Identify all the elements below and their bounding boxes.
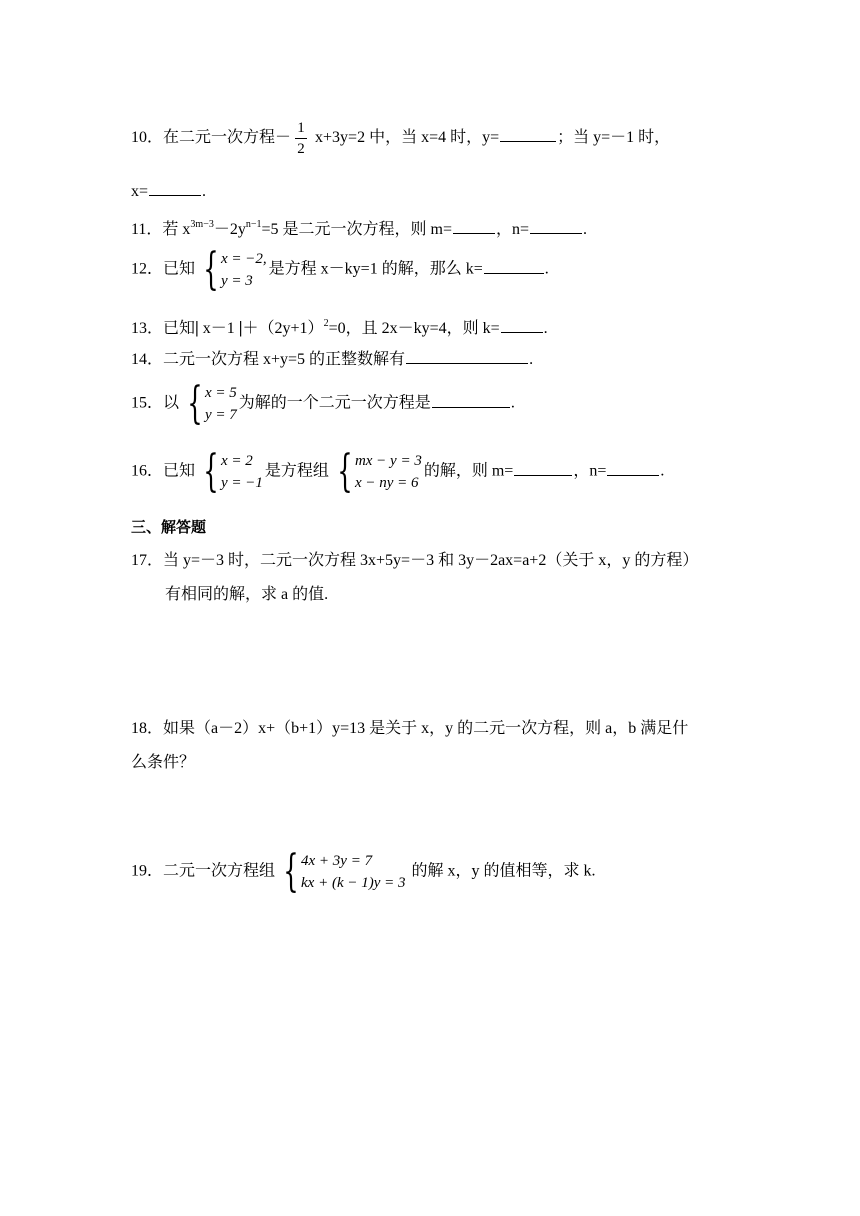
- q13-text-d: =0，且 2x－ky=4，则 k=: [328, 320, 500, 337]
- q19-text-b: 的解 x，y 的值相等，求 k.: [407, 862, 596, 880]
- question-12: [131, 244, 549, 295]
- q11-answer-blank-m[interactable]: [453, 218, 495, 234]
- q19-text-a: 19．二元一次方程组: [131, 862, 276, 880]
- q11-answer-blank-n[interactable]: [530, 218, 582, 234]
- question-10: [131, 120, 670, 157]
- q15-answer-blank[interactable]: [432, 392, 510, 408]
- q10-text-c: ；当 y=－1 时，: [557, 129, 671, 147]
- question-17-cont: 有相同的解，求 a 的值.: [165, 586, 329, 603]
- q19-equation-system: [277, 846, 406, 897]
- left-brace-icon: {: [203, 244, 219, 295]
- q13-answer-blank-k[interactable]: [501, 317, 543, 333]
- question-17: 17．当 y=－3 时，二元一次方程 3x+5y=－3 和 3y－2ax=a+2（关于 x，y 的方程）: [131, 552, 699, 569]
- q16-answer-blank-n[interactable]: [607, 460, 659, 476]
- q16-eq-3: mx − y = 3: [354, 453, 422, 469]
- question-14: [131, 348, 533, 371]
- q10-text-a: 10．在二元一次方程－: [131, 129, 292, 147]
- q15-solution-system: [181, 378, 237, 429]
- q16-text-a: 16．已知: [131, 462, 196, 480]
- section-heading: 三、解答题: [131, 518, 207, 536]
- q16-eq-1: x = 2: [221, 453, 253, 469]
- fraction-denominator: 2: [297, 141, 305, 157]
- q16-equation-system: [331, 446, 422, 497]
- question-10-cont: [131, 180, 206, 203]
- q12-text-c: .: [544, 260, 549, 278]
- q13-text-b: x－1: [198, 320, 239, 337]
- q19-eq-2: kx + (k − 1)y = 3: [301, 875, 406, 891]
- q16-answer-blank-m[interactable]: [514, 460, 572, 476]
- q15-text-c: .: [510, 394, 515, 412]
- q16-text-b: 是方程组: [264, 462, 329, 480]
- question-18: 18．如果（a－2）x+（b+1）y=13 是关于 x，y 的二元一次方程，则 a，b 满足什: [131, 720, 689, 737]
- fraction-numerator: 1: [297, 120, 305, 136]
- question-15: [131, 378, 515, 429]
- q10-text-b: x+3y=2 中，当 x=4 时，y=: [311, 129, 500, 147]
- q19-eq-1: 4x + 3y = 7: [301, 853, 373, 869]
- abs-bar-left: |: [195, 318, 199, 337]
- q16-eq-4: x − ny = 6: [354, 475, 419, 491]
- q12-text-a: 12．已知: [131, 260, 196, 278]
- question-11: [131, 214, 587, 241]
- q11-exponent-2: n−1: [245, 219, 262, 230]
- question-19: [131, 846, 596, 897]
- q11-text-c: =5 是二元一次方程，则 m=: [261, 221, 452, 238]
- left-brace-icon: {: [203, 446, 219, 497]
- q12-eq-1: x = −2,: [221, 251, 267, 267]
- q16-text-e: .: [660, 462, 665, 480]
- q13-text-e: .: [543, 320, 548, 337]
- q10-answer-blank-x[interactable]: [149, 180, 201, 196]
- q16-text-c: 的解，则 m=: [423, 462, 514, 480]
- q14-answer-blank[interactable]: [406, 348, 528, 364]
- q10-fraction: [295, 120, 307, 157]
- q11-text-b: －2y: [213, 221, 246, 238]
- q15-eq-1: x = 5: [205, 385, 237, 401]
- q14-text-a: 14．二元一次方程 x+y=5 的正整数解有: [131, 351, 406, 368]
- q16-text-d: ，n=: [573, 462, 607, 480]
- q12-solution-system: [197, 244, 267, 295]
- q11-exponent-1: 3m−3: [190, 219, 214, 230]
- left-brace-icon: {: [337, 446, 353, 497]
- left-brace-icon: {: [283, 846, 299, 897]
- q13-text-c: ＋（2y+1）: [242, 320, 324, 337]
- q13-text-a: 13．已知: [131, 320, 196, 337]
- q12-eq-2: y = 3: [221, 273, 253, 289]
- q12-answer-blank-k[interactable]: [484, 258, 544, 274]
- question-13: [131, 313, 548, 340]
- question-16: [131, 446, 665, 497]
- left-brace-icon: {: [187, 378, 203, 429]
- question-18-cont: 么条件？: [131, 754, 196, 771]
- q11-text-a: 11．若 x: [131, 221, 191, 238]
- q15-eq-2: y = 7: [205, 407, 237, 423]
- q10-answer-blank-y[interactable]: [500, 126, 556, 142]
- q14-text-b: .: [529, 351, 534, 368]
- abs-bar-right: |: [238, 318, 243, 337]
- q10-text-e: .: [202, 183, 207, 200]
- q13-exponent: 2: [323, 318, 329, 329]
- q15-text-b: 为解的一个二元一次方程是: [238, 394, 431, 412]
- q10-text-d: x=: [131, 183, 149, 200]
- q11-text-d: ，n=: [496, 221, 530, 238]
- q11-text-e: .: [583, 221, 588, 238]
- q16-solution-system: [197, 446, 263, 497]
- q16-eq-2: y = −1: [221, 475, 263, 491]
- q12-text-b: 是方程 x－ky=1 的解，那么 k=: [268, 260, 483, 278]
- q15-text-a: 15．以: [131, 394, 180, 412]
